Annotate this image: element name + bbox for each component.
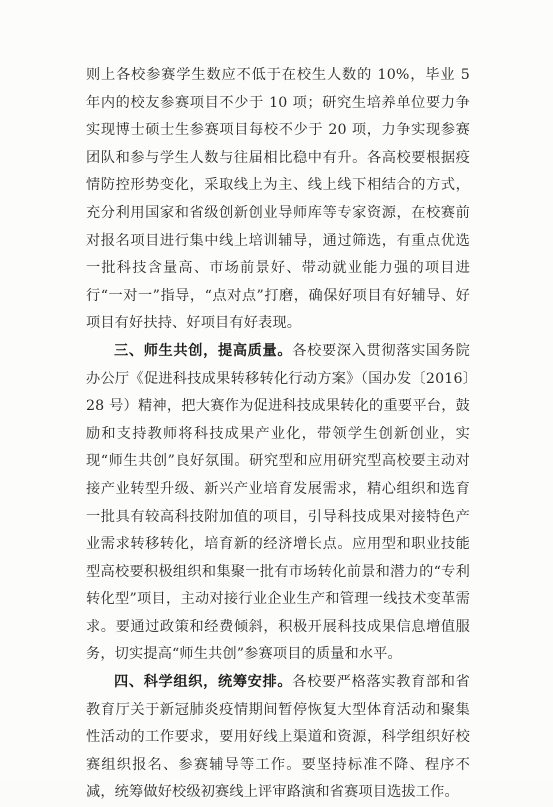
document-body: [86, 62, 470, 807]
section-4-heading: 四、科学组织，统筹安排。: [114, 674, 293, 691]
paragraph-section-4: [86, 669, 470, 807]
section-3-heading: 三、师生共创，提高质量。: [114, 342, 293, 359]
section-3-body: 各校要深入贯彻落实国务院办公厅《促进科技成果转移转化行动方案》（国办发〔2016〕28 号）精神，把大赛作为促进科技成果转化的重要平台，鼓励和支持教师将科技成果产业化，带领学生创新创业，实现“师生共创”良好氛围。研究型和应用研究型高校要主动对接产业转型升级、新兴产业培育发展需求，精心组织和选育一批具有较高科技附加值的项目，引导科技成果对接特色产业需求转移转化，培育新的经济增长点。应用型和职业技能型高校要积极组织和集聚一批有市场转化前景和潜力的“专利转化型”项目，主动对接行业企业生产和管理一线技术变革需求。要通过政策和经费倾斜，积极开展科技成果信息增值服务，切实提高“师生共创”参赛项目的质量和水平。: [86, 342, 470, 663]
paragraph-section-3: [86, 338, 470, 669]
paragraph-participation-requirements: 则上各校参赛学生数应不低于在校生人数的 10%，毕业 5 年内的校友参赛项目不少于 10 项；研究生培养单位要力争实现博士硕士生参赛项目每校不少于 20 项，力争实现参赛团队和参与学生人数与往届相比稳中有升。各高校要根据疫情防控形势变化，采取线上为主、线上线下相结合的方式，充分利用国家和省级创新创业导师库等专家资源，在校赛前对报名项目进行集中线上培训辅导，通过筛选，有重点优选一批科技含量高、市场前景好、带动就业能力强的项目进行“一对一”指导，“点对点”打磨，确保好项目有好辅导、好项目有好扶持、好项目有好表现。: [86, 67, 470, 332]
section-4-body: 各校要严格落实教育部和省教育厅关于新冠肺炎疫情期间暂停恢复大型体育活动和聚集性活动的工作要求，要用好线上渠道和资源，科学组织好校赛组织报名、参赛辅导等工作。要坚持标准不降、程序不减，统筹做好校级初赛线上评审路演和省赛项目选拔工作。: [86, 674, 470, 801]
